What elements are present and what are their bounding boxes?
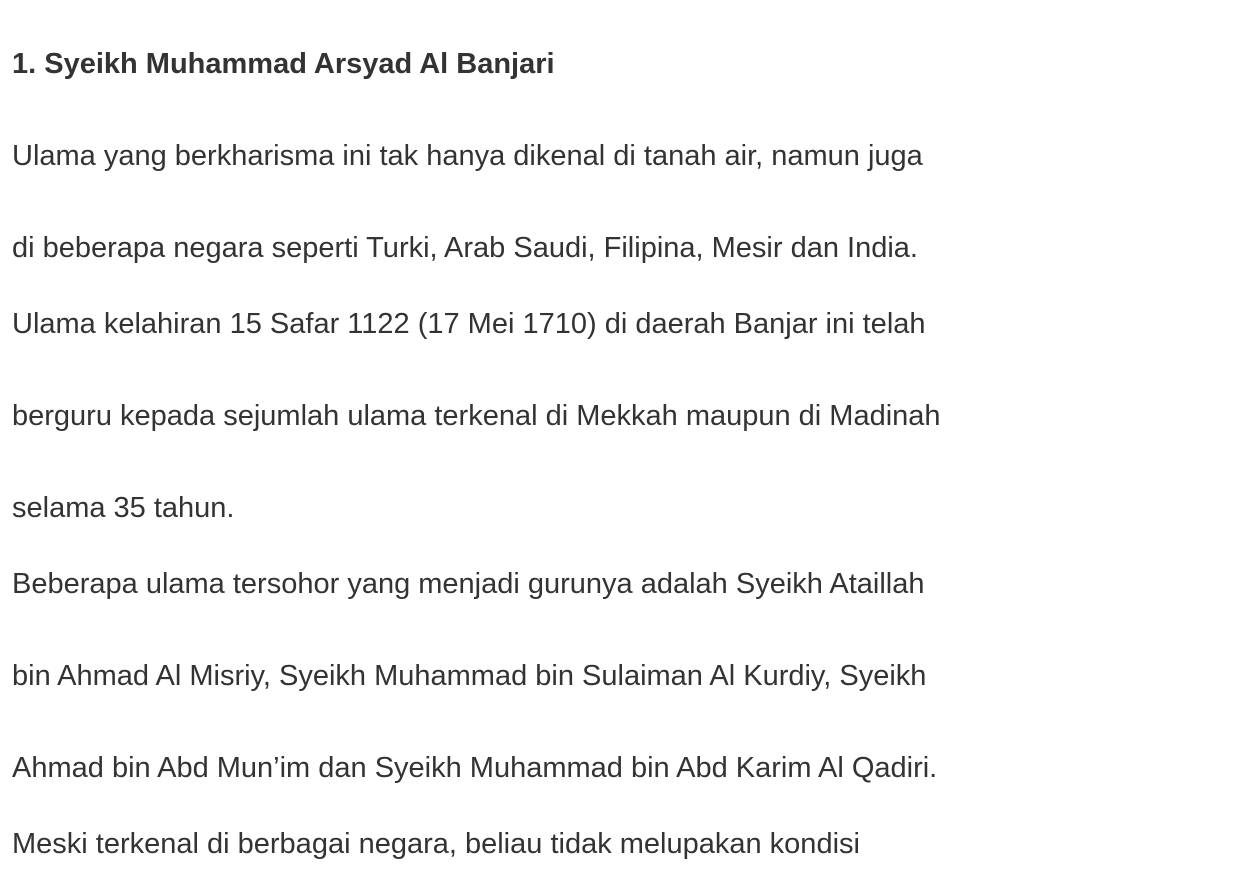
paragraph-line: Ahmad bin Abd Mun’im dan Syeikh Muhammad bin Abd Karim Al Qadiri. (12, 752, 938, 784)
paragraph-line: selama 35 tahun. (12, 492, 235, 524)
paragraph-line: Meski terkenal di berbagai negara, beliau tidak melupakan kondisi (12, 828, 860, 860)
paragraph-line: bin Ahmad Al Misriy, Syeikh Muhammad bin Sulaiman Al Kurdiy, Syeikh (12, 660, 927, 692)
paragraph-line: Ulama yang berkharisma ini tak hanya dikenal di tanah air, namun juga (12, 140, 923, 172)
section-heading: 1. Syeikh Muhammad Arsyad Al Banjari (12, 48, 555, 80)
paragraph-line: Ulama kelahiran 15 Safar 1122 (17 Mei 1710) di daerah Banjar ini telah (12, 308, 926, 340)
paragraph-line: di beberapa negara seperti Turki, Arab Saudi, Filipina, Mesir dan India. (12, 232, 918, 264)
paragraph-line: berguru kepada sejumlah ulama terkenal di Mekkah maupun di Madinah (12, 400, 941, 432)
paragraph-line: Beberapa ulama tersohor yang menjadi gurunya adalah Syeikh Ataillah (12, 568, 925, 600)
